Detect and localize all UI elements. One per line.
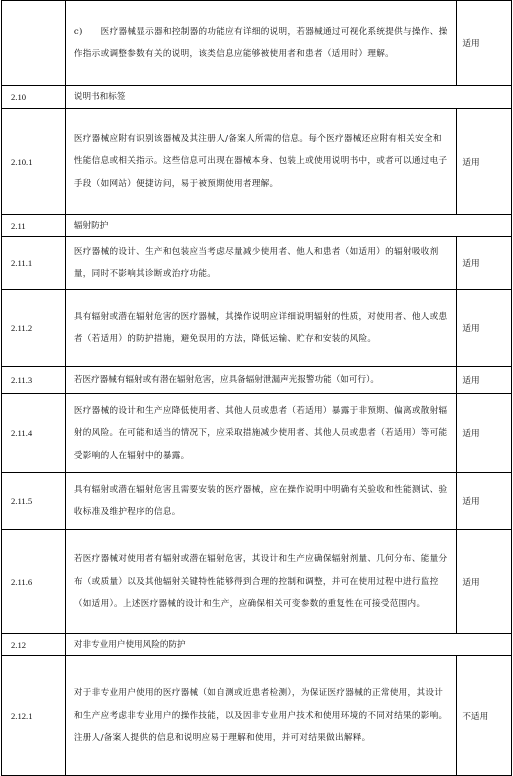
table-row [2, 1, 512, 86]
clause-number: 2.11.4 [2, 394, 66, 473]
applicability-cell: 适用 [457, 237, 512, 290]
clause-text [65, 109, 457, 215]
item-text: 医疗器械的设计和生产应降低使用者、其他人员或患者（若适用）暴露于非预期、偏离或散射辐射的风险。在可能和适当的情况下，应采取措施减少使用者、其他人员或患者（若适用）等可能受影响的人在辐射中的暴露。 [73, 405, 448, 461]
table-row [2, 473, 512, 530]
table-row [2, 290, 512, 367]
section-number: 2.11 [2, 215, 66, 237]
section-number: 2.10 [2, 86, 66, 109]
applicability-cell: 不适用 [457, 656, 512, 776]
clause-number: 2.11.2 [2, 290, 66, 367]
applicability-cell: 适用 [457, 109, 512, 215]
item-label: c) [73, 26, 83, 37]
table-row [2, 109, 512, 215]
table-row [2, 394, 512, 473]
clause-text [65, 473, 457, 530]
item-text: 对于非专业用户使用的医疗器械（如自测或近患者检测），为保证医疗器械的正常使用，其设计和生产应考虑非专业用户的操作技能，以及因非专业用户技术和使用环境的不同对结果的影响。注册人/备案人提供的信息和说明应易于理解和使用，并可对结果做出解释。 [73, 688, 448, 744]
section-number: 2.12 [2, 634, 66, 656]
item-text: 若医疗器械有辐射或有潜在辐射危害，应具备辐射泄漏声光报警功能（如可行）。 [73, 375, 379, 385]
clause-text [65, 237, 457, 290]
table-row [2, 530, 512, 634]
table-row [2, 367, 512, 394]
section-row [2, 634, 512, 656]
applicability-cell: 适用 [457, 1, 512, 86]
table-row [2, 656, 512, 776]
section-row [2, 215, 512, 237]
clause-number [2, 1, 66, 86]
clause-number: 2.12.1 [2, 656, 66, 776]
item-text: 医疗器械应附有识别该器械及其注册人/备案人所需的信息。每个医疗器械还应附有相关安全和性能信息或相关指示。这些信息可出现在器械本身、包装上或使用说明书中，或者可以通过电子手段（如网站）便捷访问，易于被预期使用者理解。 [73, 133, 448, 189]
item-text: 具有辐射或潜在辐射危害且需要安装的医疗器械，应在操作说明中明确有关验收和性能测试、验收标准及维护程序的信息。 [73, 485, 448, 518]
clause-number: 2.11.5 [2, 473, 66, 530]
section-title: 对非专业用户使用风险的防护 [65, 634, 511, 656]
applicability-cell: 适用 [457, 367, 512, 394]
clause-text [65, 656, 457, 776]
applicability-cell: 适用 [457, 394, 512, 473]
section-row [2, 86, 512, 109]
clause-number: 2.11.3 [2, 367, 66, 394]
clause-number: 2.10.1 [2, 109, 66, 215]
clause-text [65, 530, 457, 634]
section-title: 说明书和标签 [65, 86, 511, 109]
clause-text [65, 290, 457, 367]
clause-text [65, 367, 457, 394]
item-text: 若医疗器械对使用者有辐射或潜在辐射危害，其设计和生产应确保辐射剂量、几何分布、能量分布（或质量）以及其他辐射关键特性能够得到合理的控制和调整，并可在使用过程中进行监控（如适用）。上述医疗器械的设计和生产，应确保相关可变参数的重复性在可接受范围内。 [73, 554, 448, 610]
applicability-cell: 适用 [457, 290, 512, 367]
item-text: 具有辐射或潜在辐射危害的医疗器械，其操作说明应详细说明辐射的性质，对使用者、他人或患者（若适用）的防护措施，避免误用的方法，降低运输、贮存和安装的风险。 [73, 311, 448, 344]
clause-text [65, 394, 457, 473]
clause-number: 2.11.1 [2, 237, 66, 290]
table-row [2, 237, 512, 290]
clause-number: 2.11.6 [2, 530, 66, 634]
applicability-cell: 适用 [457, 473, 512, 530]
item-text: 医疗器械的设计、生产和包装应当考虑尽量减少使用者、他人和患者（如适用）的辐射吸收剂量，同时不影响其诊断或治疗功能。 [73, 246, 439, 279]
requirements-table [1, 0, 512, 776]
item-text: 医疗器械显示器和控制器的功能应有详细的说明，若器械通过可视化系统提供与操作、操作指示或调整参数有关的说明，该类信息应能够被使用者和患者（适用时）理解。 [73, 26, 448, 59]
clause-text [65, 1, 457, 86]
applicability-cell: 适用 [457, 530, 512, 634]
section-title: 辐射防护 [65, 215, 511, 237]
